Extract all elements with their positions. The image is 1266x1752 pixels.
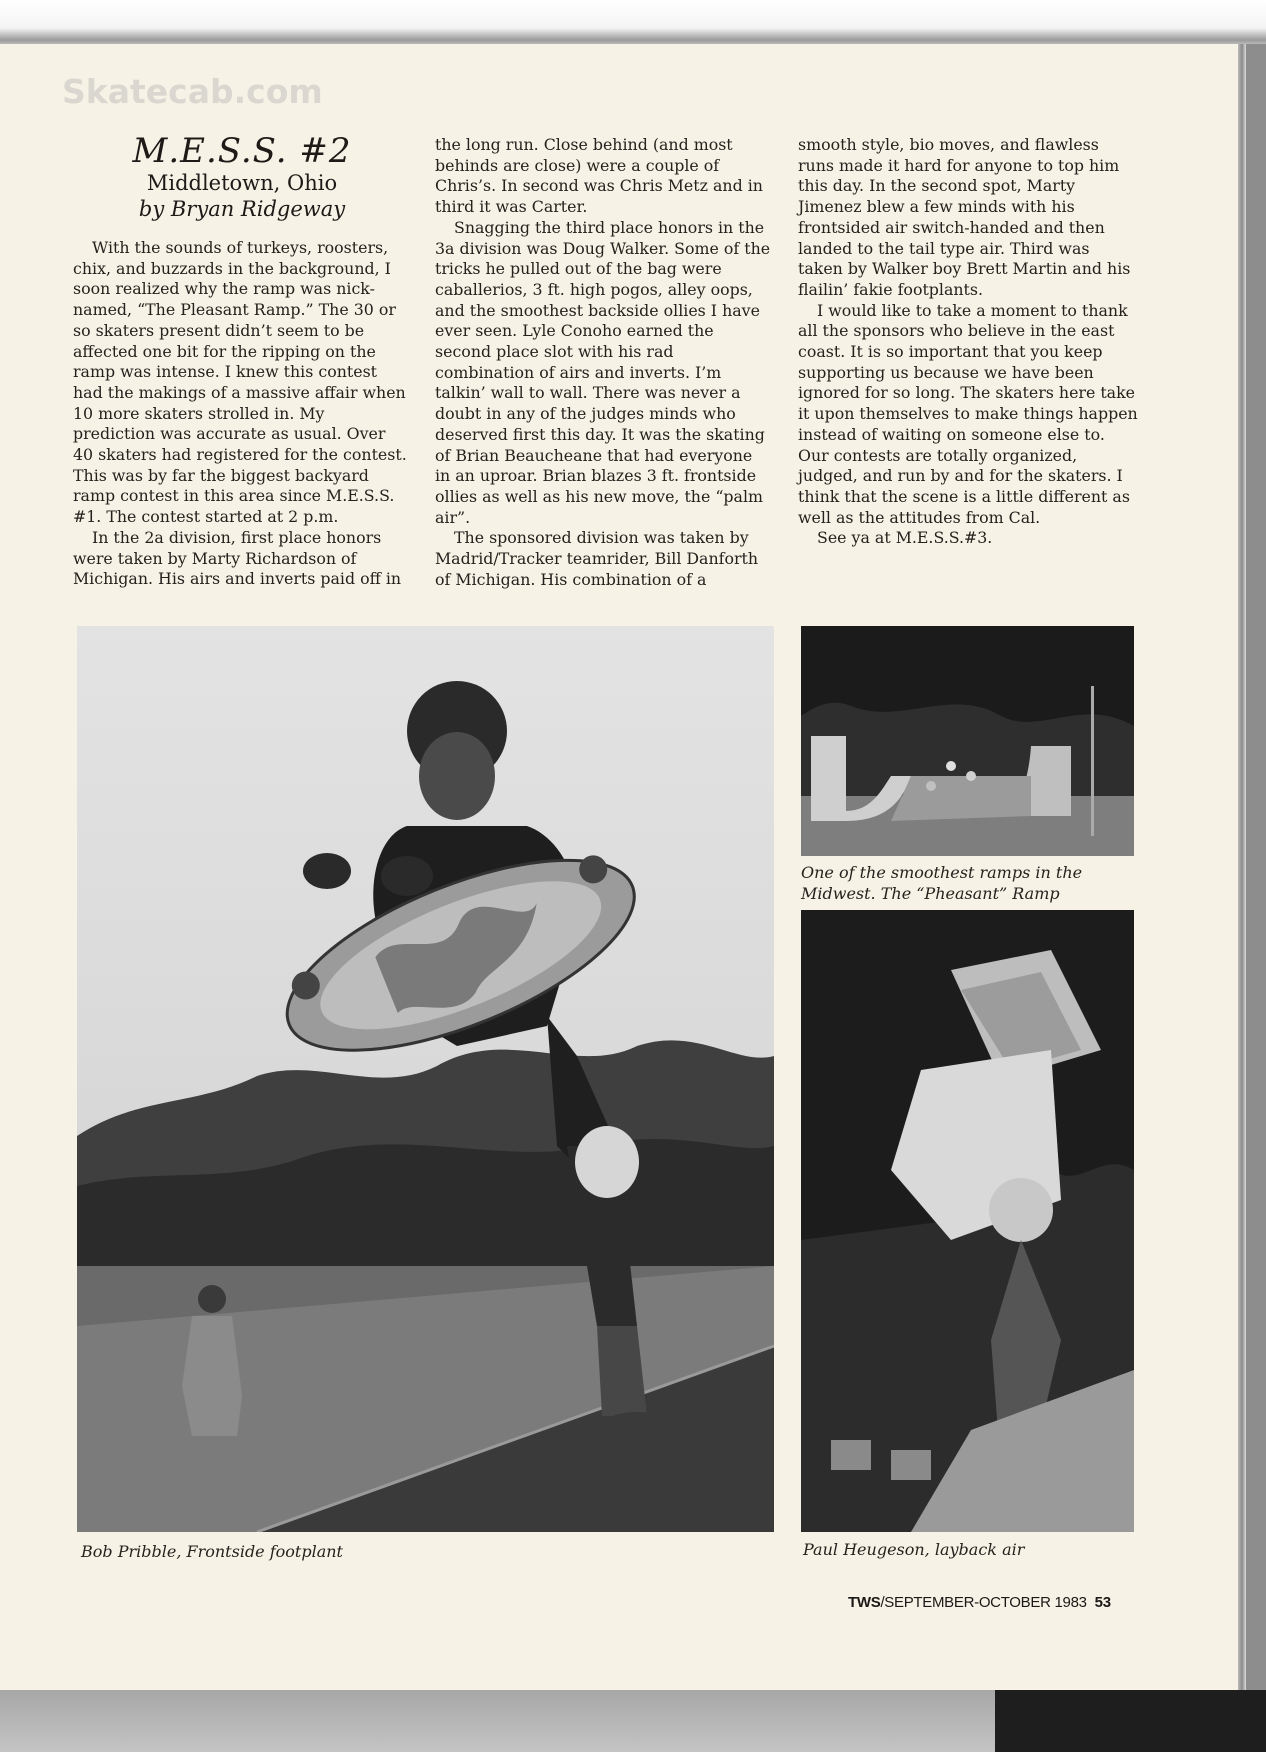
paragraph: With the sounds of turkeys, roosters, chix, and buzzards in the background, I soon realized why the ramp was nick-named, “The Pleasant Ramp.” The 30 or so skaters present didn’t seem to be affected one bit for the ripping on the ramp was intense. I knew this contest had the makings of a massive affair when 10 more skaters strolled in. My prediction was accurate as usual. Over 40 skaters had registered for the contest. This was by far the biggest backyard ramp contest in this area since M.E.S.S. #1. The contest started at 2 p.m. <box>73 238 407 527</box>
page-number: 53 <box>1094 1594 1111 1611</box>
paragraph: See ya at M.E.S.S.#3. <box>817 528 993 548</box>
scan-top-edge <box>0 0 1266 44</box>
photo-layback-air <box>801 910 1134 1532</box>
photo-caption-main: Bob Pribble, Frontside footplant <box>81 1542 343 1561</box>
paragraph: Snagging the third place honors in the 3a division was Doug Walker. Some of the tricks he pulled out of the bag were caballerios, 3 ft. high pogos, alley oops, and the smoothest backside ollies I have ever seen. Lyle Conoho earned the second place slot with his rad combination of airs and inverts. I’m talkin’ wall to wall. There was never a doubt in any of the judges minds who deserved first this day. It was the skating of Brian Beaucheane that had everyone in an uproar. Brian blazes 3 ft. frontside ollies as well as his new move, the “palm air”. <box>435 217 771 527</box>
article-header <box>72 132 412 222</box>
paragraph: I would like to take a moment to thank all the sponsors who believe in the east coast. It is so important that you keep supporting us because we have been ignored for so long. The skaters here take it upon themselves to make things happen instead of waiting on someone else to. Our contests are totally organized, judged, and run by and for the skaters. I think that the scene is a little different as well as the attitudes from Cal. <box>798 300 1138 527</box>
magazine-logo: TWS <box>848 1594 881 1611</box>
issue-date: /SEPTEMBER-OCTOBER 1983 <box>880 1594 1087 1611</box>
scan-shadow <box>995 1690 1266 1752</box>
text-column-3 <box>798 135 1138 549</box>
scan-bottom-edge <box>0 1690 995 1752</box>
text-column-1 <box>73 238 409 590</box>
paragraph: smooth style, bio moves, and flawless runs made it hard for anyone to top him this day. In the second spot, Marty Jimenez blew a few minds with his frontsided air switch-handed and then landed to the tail type air. Third was taken by Walker boy Brett Martin and his flailin’ fakie footplants. <box>798 135 1131 299</box>
paragraph: the long run. Close behind (and most behinds are close) were a couple of Chris’s. In second was Chris Metz and in third it was Carter. <box>435 135 763 217</box>
article-title: M.E.S.S. #2 <box>132 131 352 171</box>
page-edge <box>1238 44 1246 1690</box>
photo-frontside-footplant <box>77 626 774 1532</box>
paragraph: The sponsored division was taken by Madrid/Tracker teamrider, Bill Danforth of Michigan. His combination of a <box>435 528 759 589</box>
paragraph: In the 2a division, first place honors were taken by Marty Richardson of Michigan. His airs and inverts paid off in <box>73 527 402 589</box>
photo-pheasant-ramp <box>801 626 1134 856</box>
photo-caption-layback: Paul Heugeson, layback air <box>803 1540 1025 1559</box>
article-byline: by Bryan Ridgeway <box>138 197 346 221</box>
watermark: Skatecab.com <box>62 72 323 111</box>
text-column-2 <box>435 135 772 590</box>
photo-caption-ramp: One of the smoothest ramps in the Midwest. The “Pheasant” Ramp <box>801 863 1083 903</box>
page-footer <box>848 1594 1111 1611</box>
article-location: Middletown, Ohio <box>146 171 338 195</box>
